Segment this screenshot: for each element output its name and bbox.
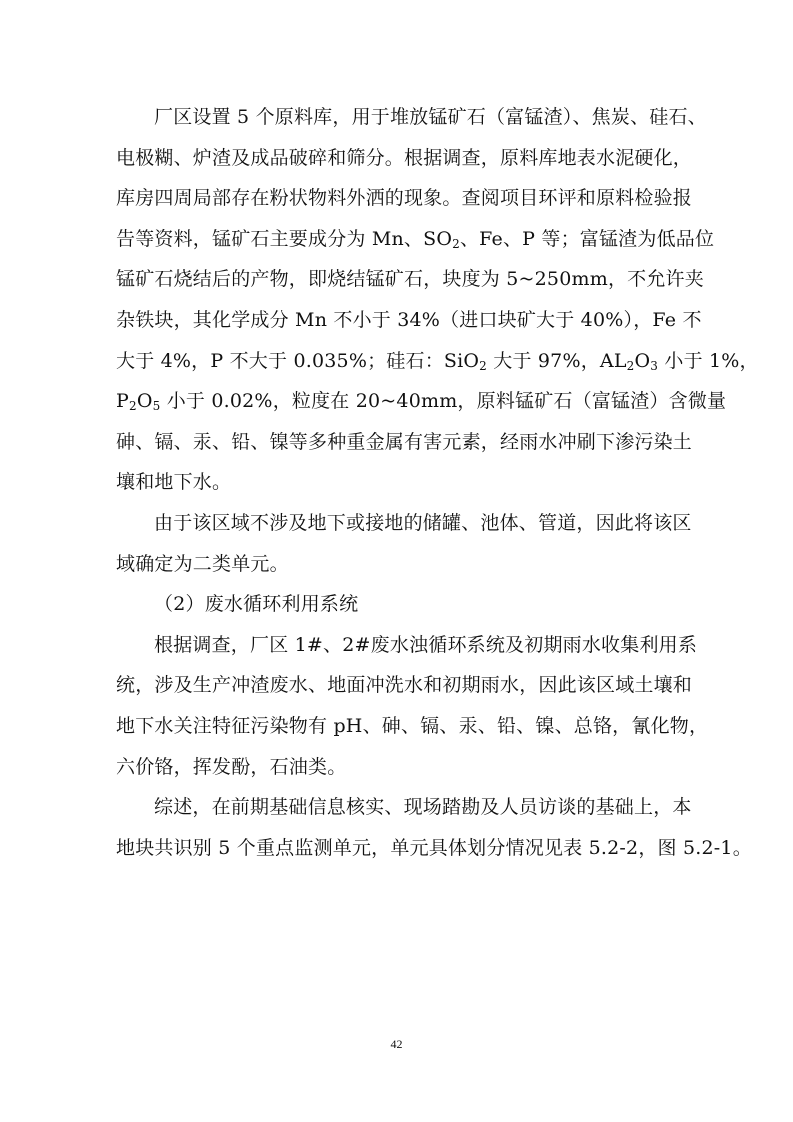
body-text [116,97,759,868]
text-run: O [136,390,153,413]
text-run: 杂铁块，其化学成分 Mn 不小于 34%（进口块矿大于 40%），Fe 不 [116,308,702,331]
text-line [116,219,715,260]
text-run: 小于 1%， [658,349,759,372]
paragraph [116,503,692,584]
subscript: 3 [650,358,659,373]
text-line [116,787,692,828]
text-run: 壤和地下水。 [116,471,232,494]
text-run: 综述，在前期基础信息核实、现场踏勘及人员访谈的基础上，本 [154,796,692,819]
text-line [116,138,693,179]
text-line [116,422,693,463]
subscript: 2 [479,358,488,373]
text-run: O [634,349,651,372]
text-run: 大于 4%，P 不大于 0.035%；硅石：SiO [116,349,480,372]
text-line [116,381,727,422]
text-run: 电极糊、炉渣及成品破碎和筛分。根据调查，原料库地表水泥硬化， [116,146,693,169]
text-run: 小于 0.02%，粒度在 20~40mm，原料锰矿石（富锰渣）含微量 [160,390,727,413]
page-number: 42 [390,1037,403,1051]
text-line [116,462,684,503]
text-run: 锰矿石烧结后的产物，即烧结锰矿石，块度为 5~250mm，不允许夹 [116,268,704,291]
text-run: P [116,390,129,413]
text-run: 域确定为二类单元。 [116,552,289,575]
subscript: 2 [452,236,460,251]
text-run: 地下水关注特征污染物有 pH、砷、镉、汞、铅、镍、总铬，氰化物， [116,714,709,737]
text-line [116,300,702,341]
text-run: 、Fe、P 等；富锰渣为低品位 [459,227,715,250]
text-line [116,503,692,544]
text-line [116,97,707,138]
text-run: 六价铬，挥发酚，石油类。 [116,755,347,778]
subscript: 2 [626,358,635,373]
text-run: 厂区设置 5 个原料库，用于堆放锰矿石（富锰渣）、焦炭、硅石、 [154,106,707,128]
text-line [116,584,684,625]
text-line [116,665,693,706]
text-line [116,625,698,666]
text-line [116,544,684,585]
section-heading [116,584,684,625]
subscript: 5 [152,399,161,414]
paragraph [116,787,752,868]
text-run: 根据调查，厂区 1#、2#废水浊循环系统及初期雨水收集利用系 [154,633,698,656]
text-line [116,259,704,300]
text-line [116,828,752,869]
text-line [116,747,684,788]
text-run: 库房四周局部存在粉状物料外洒的现象。查阅项目环评和原料检验报 [116,187,693,210]
text-line [116,706,709,747]
paragraph [116,625,709,787]
text-run: 告等资料，锰矿石主要成分为 Mn、SO [116,227,453,250]
subscript: 2 [128,399,137,414]
text-line [116,341,759,382]
text-run: 大于 97%，AL [487,349,627,372]
text-run: （2）废水循环利用系统 [154,593,359,616]
text-line [116,178,693,219]
text-run: 由于该区域不涉及地下或接地的储罐、池体、管道，因此将该区 [154,511,692,534]
paragraph [116,97,759,503]
text-run: 砷、镉、汞、铅、镍等多种重金属有害元素，经雨水冲刷下渗污染土 [116,430,693,453]
text-run: 统，涉及生产冲渣废水、地面冲洗水和初期雨水，因此该区域土壤和 [116,674,693,697]
text-run: 地块共识别 5 个重点监测单元，单元具体划分情况见表 5.2-2，图 5.2-1。 [116,836,752,859]
